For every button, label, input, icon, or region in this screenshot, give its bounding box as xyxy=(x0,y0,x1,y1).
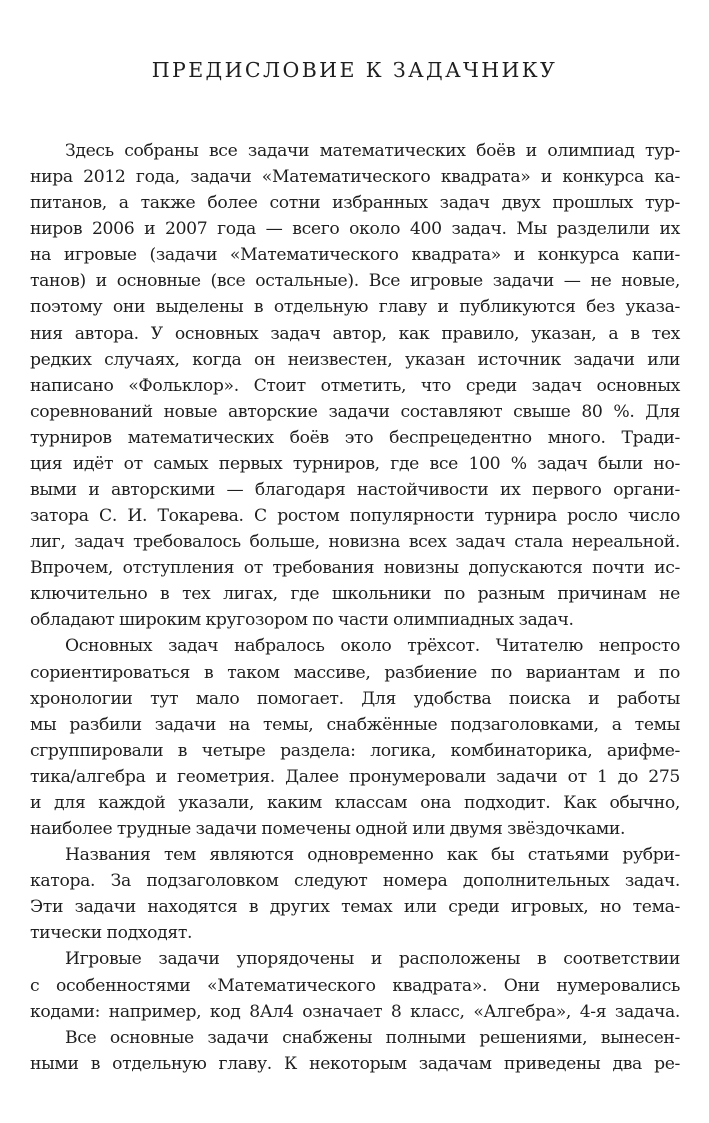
text-line: хронологии тут мало помогает. Для удобства поиска и работы xyxy=(30,688,680,709)
text-line: Названия тем являются одновременно как бы статьями рубри- xyxy=(65,845,680,866)
text-line: нира 2012 года, задачи «Математического квадрата» и конкурса ка- xyxy=(30,167,680,188)
text-line: и для каждой указали, каким классам она подходит. Как обычно, xyxy=(30,792,680,813)
text-line: Эти задачи находятся в других темах или среди игровых, но тема- xyxy=(30,897,680,918)
text-line: лиг, задач требовалось больше, новизна всех задач стала нереальной. xyxy=(30,532,680,553)
text-line: турниров математических боёв это беспрецедентно много. Тради- xyxy=(30,427,680,448)
text-line: написано «Фольклор». Стоит отметить, что среди задач основных xyxy=(30,375,680,396)
text-line: с особенностями «Математического квадрата». Они нумеровались xyxy=(30,975,680,996)
text-line: ция идёт от самых первых турниров, где все 100 % задач были но- xyxy=(30,453,680,474)
text-line: ния автора. У основных задач автор, как правило, указан, а в тех xyxy=(30,323,680,344)
text-line: Основных задач набралось около трёхсот. Читателю непросто xyxy=(65,636,680,657)
text-line: выми и авторскими — благодаря настойчивости их первого органи- xyxy=(30,480,680,501)
text-line: кодами: например, код 8Ал4 означает 8 класс, «Алгебра», 4-я задача. xyxy=(30,1001,680,1022)
text-line: обладают широким кругозором по части олимпиадных задач. xyxy=(30,610,574,631)
text-line: сориентироваться в таком массиве, разбиение по вариантам и по xyxy=(30,662,680,683)
text-line: Все основные задачи снабжены полными решениями, вынесен- xyxy=(65,1027,680,1048)
text-line: соревнований новые авторские задачи составляют свыше 80 %. Для xyxy=(30,401,680,422)
page-title: ПРЕДИСЛОВИЕ К ЗАДАЧНИКУ xyxy=(151,58,558,82)
text-line: на игровые (задачи «Математического квадрата» и конкурса капи- xyxy=(30,245,680,266)
text-line: ниров 2006 и 2007 года — всего около 400 задач. Мы разделили их xyxy=(30,219,680,240)
text-line: ключительно в тех лигах, где школьники по разным причинам не xyxy=(30,584,680,605)
body-text xyxy=(30,138,680,1077)
text-line: поэтому они выделены в отдельную главу и публикуются без указа- xyxy=(30,297,680,318)
text-line: Игровые задачи упорядочены и расположены в соответствии xyxy=(65,949,680,970)
text-line: наиболее трудные задачи помечены одной или двумя звёздочками. xyxy=(30,819,626,840)
text-line: Здесь собраны все задачи математических боёв и олимпиад тур- xyxy=(65,141,680,161)
text-line: редких случаях, когда он неизвестен, указан источник задачи или xyxy=(30,349,680,370)
text-line: тически подходят. xyxy=(30,923,193,944)
text-line: затора С. И. Токарева. С ростом популярности турнира росло число xyxy=(30,506,680,527)
text-line: мы разбили задачи на темы, снабжённые подзаголовками, а темы xyxy=(30,714,680,735)
text-line: Впрочем, отступления от требования новизны допускаются почти ис- xyxy=(30,558,680,579)
text-line: ными в отдельную главу. К некоторым задачам приведены два ре- xyxy=(30,1053,680,1074)
text-line: сгруппировали в четыре раздела: логика, комбинаторика, арифме- xyxy=(30,740,680,761)
text-line: катора. За подзаголовком следуют номера дополнительных задач. xyxy=(30,871,680,892)
text-line: питанов, а также более сотни избранных задач двух прошлых тур- xyxy=(30,193,680,214)
text-line: тика/алгебра и геометрия. Далее пронумеровали задачи от 1 до 275 xyxy=(30,766,680,787)
text-line: танов) и основные (все остальные). Все игровые задачи — не новые, xyxy=(30,271,680,292)
